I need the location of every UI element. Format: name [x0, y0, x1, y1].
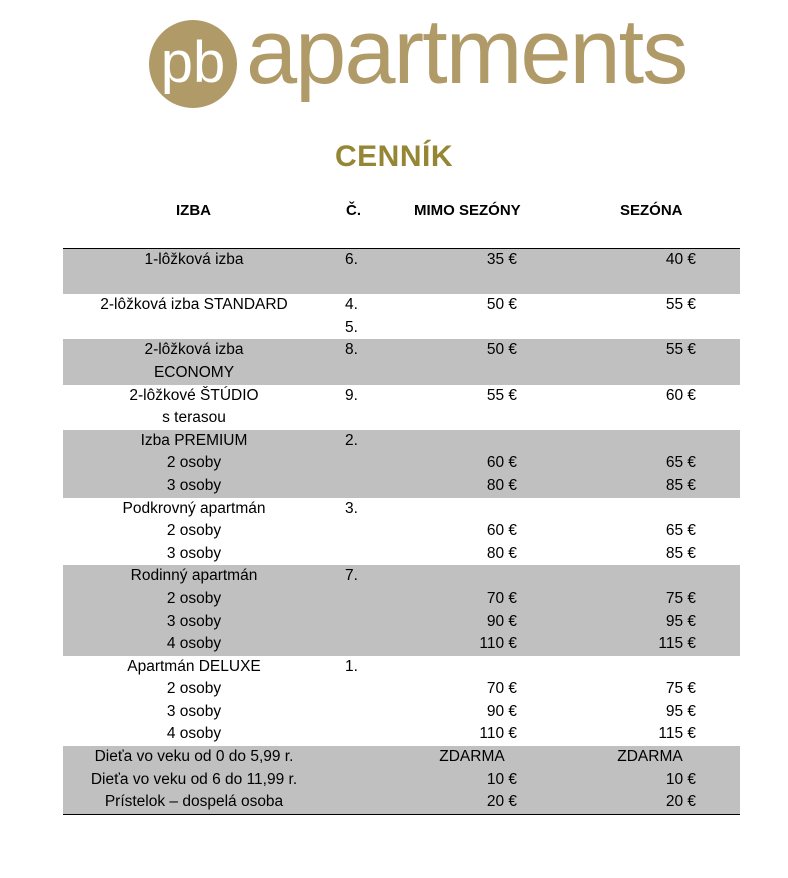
- logo-wordmark: apartments: [246, 1, 687, 103]
- table-row-line: [63, 588, 740, 611]
- table-row: [63, 339, 740, 384]
- room-name-cell: 2-lôžková izba STANDARD: [100, 296, 288, 314]
- header-izba: IZBA: [176, 202, 211, 219]
- table-row-line: [63, 249, 740, 272]
- room-name-cell: 3 osoby: [166, 702, 222, 720]
- logo-mark-text: pb: [160, 30, 226, 95]
- room-number-cell: 5.: [345, 318, 358, 336]
- price-season-cell: 75 €: [665, 680, 696, 698]
- room-name-cell: 2 osoby: [166, 680, 222, 698]
- table-row-line: [63, 407, 740, 430]
- room-name-cell: 3 osoby: [166, 544, 222, 562]
- table-row-line: [63, 769, 740, 792]
- price-season-cell: 95 €: [665, 612, 696, 630]
- room-name-cell: Prístelok – dospelá osoba: [104, 793, 284, 811]
- table-row-line: [63, 362, 740, 385]
- table-row-line: [63, 678, 740, 701]
- page-title: CENNÍK: [334, 140, 453, 173]
- table-row-line: [63, 611, 740, 634]
- table-row: [63, 656, 740, 746]
- room-name-cell: Dieťa vo veku od 6 do 11,99 r.: [90, 770, 298, 788]
- table-row: [63, 565, 740, 655]
- room-number-cell: 1.: [345, 657, 358, 675]
- price-season-cell: 55 €: [665, 296, 696, 314]
- room-name-cell: s terasou: [162, 409, 226, 427]
- room-name-cell: 1-lôžková izba: [144, 251, 244, 268]
- table-row-line: [63, 723, 740, 746]
- room-number-cell: 6.: [345, 251, 358, 268]
- price-off-season-cell: 80 €: [486, 476, 517, 494]
- price-off-season-cell: 90 €: [486, 702, 517, 720]
- price-season-cell: 55 €: [665, 341, 696, 359]
- header-mimo-sezony: MIMO SEZÓNY: [414, 202, 521, 219]
- table-row-line: [63, 633, 740, 656]
- price-season-cell: 85 €: [665, 544, 696, 562]
- price-season-cell: 115 €: [658, 635, 696, 653]
- table-row-line: [63, 294, 740, 317]
- price-off-season-cell: 50 €: [486, 341, 517, 359]
- price-off-season-cell: 20 €: [486, 793, 517, 811]
- room-name-cell: 2 osoby: [166, 589, 222, 607]
- price-off-season-cell: 70 €: [486, 589, 517, 607]
- table-row-line: [63, 656, 740, 679]
- table-row-line: [63, 791, 740, 814]
- room-number-cell: 7.: [345, 567, 358, 585]
- table-row-line: [63, 565, 740, 588]
- pb-logo-mark-icon: [146, 14, 246, 119]
- price-season-cell: 85 €: [665, 476, 696, 494]
- header-cislo: Č.: [346, 202, 361, 219]
- price-off-season-cell: 10 €: [486, 770, 517, 788]
- table-header: [0, 202, 788, 226]
- room-name-cell: 4 osoby: [166, 725, 222, 743]
- room-name-cell: Rodinný apartmán: [130, 567, 258, 585]
- room-name-cell: 3 osoby: [166, 476, 222, 494]
- table-row-line: [63, 701, 740, 724]
- table-row: [63, 430, 740, 498]
- price-season-cell: 20 €: [665, 793, 696, 811]
- room-number-cell: 8.: [345, 341, 358, 359]
- price-season-cell: 65 €: [665, 454, 696, 472]
- table-row-line: [63, 746, 740, 769]
- table-row: [63, 498, 740, 566]
- table-row-line: [63, 317, 740, 340]
- price-table: [63, 248, 740, 815]
- table-row: [63, 294, 740, 339]
- table-row-line: [63, 498, 740, 521]
- price-season-cell: ZDARMA: [617, 748, 683, 766]
- room-number-cell: 3.: [345, 499, 358, 517]
- room-name-cell: 4 osoby: [166, 635, 222, 653]
- room-name-cell: 2 osoby: [166, 454, 222, 472]
- table-row: [63, 249, 740, 294]
- table-row-line: [63, 430, 740, 453]
- table-row: [63, 746, 740, 814]
- table-row: [63, 385, 740, 430]
- table-row-line: [63, 339, 740, 362]
- price-off-season-cell: 35 €: [486, 251, 517, 268]
- price-off-season-cell: 110 €: [479, 725, 517, 743]
- price-season-cell: 75 €: [665, 589, 696, 607]
- room-name-cell: ECONOMY: [153, 363, 235, 381]
- room-name-cell: Podkrovný apartmán: [122, 499, 266, 517]
- table-row-line: [63, 543, 740, 566]
- room-name-cell: 3 osoby: [166, 612, 222, 630]
- room-number-cell: 4.: [345, 296, 358, 314]
- table-row-line: [63, 385, 740, 408]
- price-off-season-cell: 55 €: [486, 386, 517, 404]
- price-off-season-cell: 90 €: [486, 612, 517, 630]
- room-number-cell: 2.: [345, 431, 358, 449]
- price-season-cell: 10 €: [665, 770, 696, 788]
- table-row-line: [63, 272, 740, 295]
- price-season-cell: 60 €: [665, 386, 696, 404]
- table-row-line: [63, 520, 740, 543]
- room-name-cell: 2 osoby: [166, 522, 222, 540]
- room-name-cell: 2-lôžkové ŠTÚDIO: [129, 386, 259, 404]
- price-off-season-cell: 60 €: [486, 454, 517, 472]
- room-name-cell: Apartmán DELUXE: [127, 657, 261, 675]
- room-name-cell: Izba PREMIUM: [140, 431, 248, 449]
- table-row-line: [63, 475, 740, 498]
- price-season-cell: 40 €: [665, 251, 696, 268]
- price-off-season-cell: 70 €: [486, 680, 517, 698]
- room-number-cell: 9.: [345, 386, 358, 404]
- header-sezona: SEZÓNA: [620, 202, 683, 219]
- price-off-season-cell: 80 €: [486, 544, 517, 562]
- price-off-season-cell: 110 €: [479, 635, 517, 653]
- price-season-cell: 65 €: [665, 522, 696, 540]
- price-off-season-cell: 60 €: [486, 522, 517, 540]
- price-season-cell: 95 €: [665, 702, 696, 720]
- room-name-cell: Dieťa vo veku od 0 do 5,99 r.: [94, 748, 294, 766]
- pb-apartments-logo: [146, 1, 687, 119]
- price-off-season-cell: 50 €: [486, 296, 517, 314]
- price-season-cell: 115 €: [658, 725, 696, 743]
- price-off-season-cell: ZDARMA: [439, 748, 505, 766]
- table-row-line: [63, 452, 740, 475]
- room-name-cell: 2-lôžková izba: [144, 341, 244, 359]
